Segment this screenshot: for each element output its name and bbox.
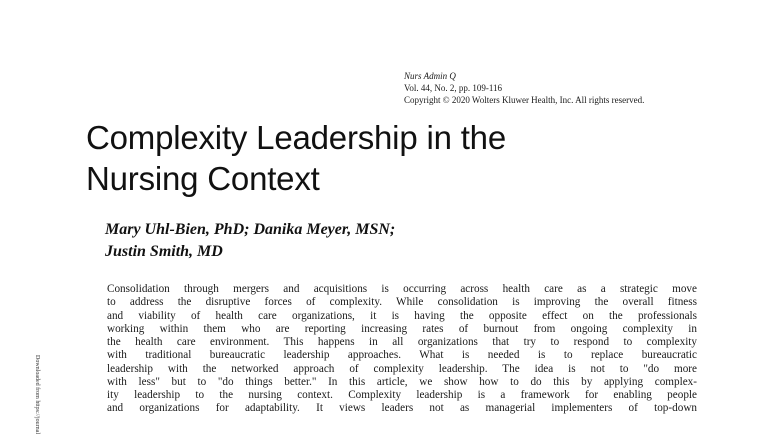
author-line: Justin Smith, MD	[105, 243, 223, 260]
abstract-line: and organizations for adaptability. It views leaders not as managerial implementers of top-down	[107, 402, 697, 415]
journal-volume: Vol. 44, No. 2, pp. 109-116	[404, 83, 503, 93]
abstract-line: Consolidation through mergers and acquisitions is occurring across health care as a strategic move	[107, 283, 697, 295]
author-list	[105, 219, 395, 263]
abstract-line: working within them who are reporting increasing rates of burnout from ongoing complexity in	[107, 322, 697, 335]
title-line: Complexity Leadership in the	[86, 119, 506, 156]
abstract-line: leadership with the networked approach of complexity leadership. The idea is not to "do more	[107, 362, 697, 375]
download-note-text: Downloaded from https://journal	[34, 355, 40, 434]
abstract-line: ity leadership to the nursing context. Complexity leadership is a framework for enabling people	[107, 389, 697, 401]
download-margin-note	[33, 355, 41, 441]
abstract-line: and viability of health care organizations, it is having the opposite effect on the professionals	[107, 309, 697, 322]
abstract-line: the health care environment. This happens in all organizations that try to respond to complexity	[107, 336, 697, 348]
title-line: Nursing Context	[86, 160, 320, 197]
abstract-line: with less" but to "do things better." In this article, we show how to do this by applying complex-	[107, 375, 697, 388]
abstract-line: to address the disruptive forces of complexity. While consolidation is improving the overall fitness	[107, 296, 697, 309]
journal-name: Nurs Admin Q	[404, 71, 456, 81]
journal-citation	[404, 70, 644, 106]
copyright-notice: Copyright © 2020 Wolters Kluwer Health, Inc. All rights reserved.	[404, 95, 645, 105]
author-line: Mary Uhl-Bien, PhD; Danika Meyer, MSN;	[105, 221, 396, 238]
abstract-line: with traditional bureaucratic leadership approaches. What is needed is to replace bureaucratic	[107, 349, 697, 362]
abstract	[107, 283, 697, 416]
article-title	[86, 117, 506, 199]
